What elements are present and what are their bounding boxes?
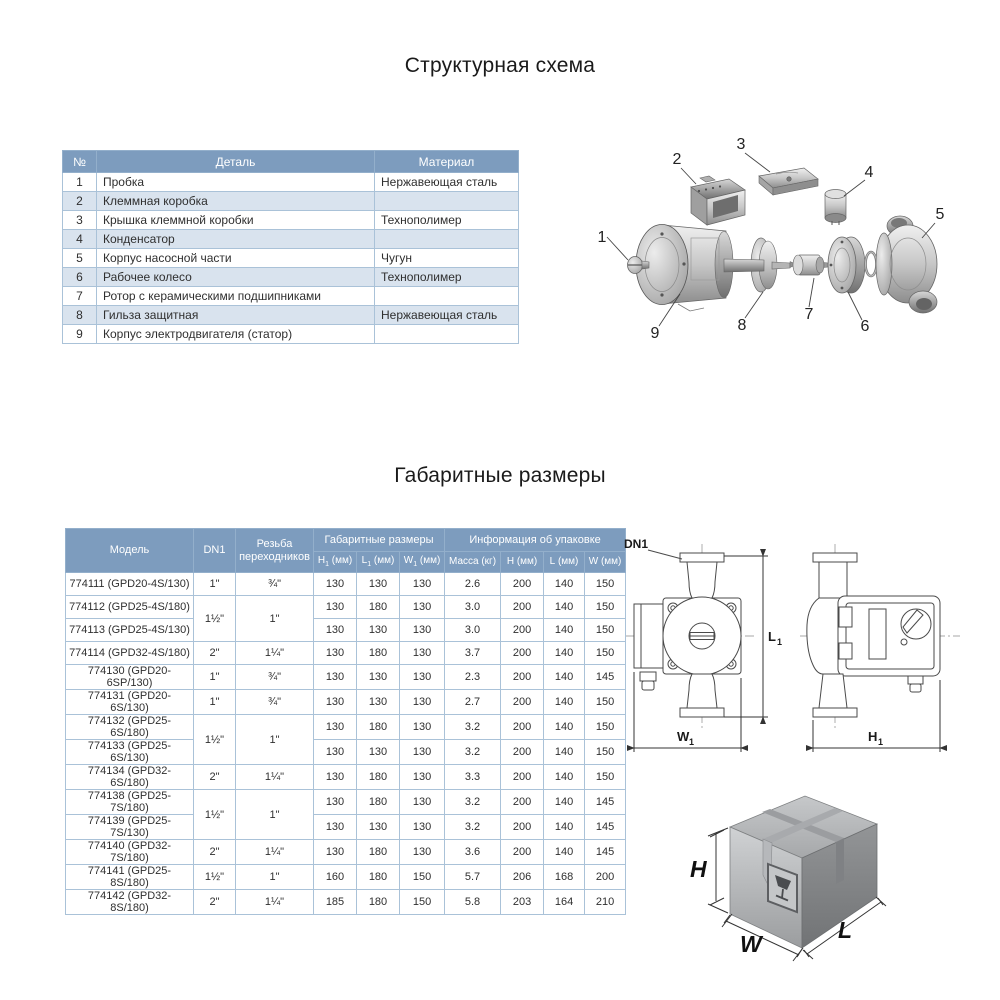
spec-cell-value: 140 (544, 573, 585, 596)
shaft-sleeve-part (724, 238, 797, 292)
spec-cell-dn1: 1½" (194, 715, 236, 765)
spec-cell-model: 774112 (GPD25-4S/180) (66, 596, 194, 619)
dn1-leader (648, 550, 682, 559)
spec-cell-thread: 1¼" (236, 890, 314, 915)
spec-cell-model: 774138 (GPD25-7S/180) (66, 790, 194, 815)
spec-subcol: $W_1$ (мм) (400, 552, 445, 573)
spec-cell-value: 130 (400, 619, 445, 642)
parts-cell-detail: Клеммная коробка (97, 192, 375, 211)
spec-cell-value: 180 (357, 715, 400, 740)
spec-cell-value: 130 (314, 596, 357, 619)
tape-end (836, 838, 844, 884)
spec-cell-value: 5.8 (445, 890, 501, 915)
spec-cell-value: 130 (314, 619, 357, 642)
spec-cell-model: 774139 (GPD25-7S/130) (66, 815, 194, 840)
parts-cell-detail: Корпус насосной части (97, 249, 375, 268)
spec-subcol: H (мм) (501, 552, 544, 573)
parts-cell-material: Нержавеющая сталь (375, 173, 519, 192)
spec-cell-value: 145 (585, 665, 626, 690)
spec-group-overall: Габаритные размеры (314, 529, 445, 552)
spec-cell-value: 130 (400, 596, 445, 619)
parts-header-row (63, 151, 519, 173)
spec-cell-value: 2.6 (445, 573, 501, 596)
spec-cell-value: 150 (400, 890, 445, 915)
spec-cell-model: 774141 (GPD25-8S/180) (66, 865, 194, 890)
spec-cell-value: 210 (585, 890, 626, 915)
parts-cell-material: Технополимер (375, 211, 519, 230)
spec-cell-value: 2.3 (445, 665, 501, 690)
parts-cell-material (375, 192, 519, 211)
spec-cell-value: 130 (314, 740, 357, 765)
parts-row (63, 287, 519, 306)
parts-cell-num: 5 (63, 249, 97, 268)
parts-row (63, 173, 519, 192)
parts-cell-material: Технополимер (375, 268, 519, 287)
w1-dim-label: W (677, 729, 690, 744)
spec-cell-model: 774133 (GPD25-6S/130) (66, 740, 194, 765)
parts-row (63, 211, 519, 230)
spec-row (66, 740, 626, 765)
spec-row (66, 890, 626, 915)
spec-cell-value: 140 (544, 765, 585, 790)
spec-cell-value: 150 (585, 690, 626, 715)
dimensions-section-title: Габаритные размеры (394, 464, 606, 487)
spec-cell-value: 140 (544, 790, 585, 815)
spec-cell-model: 774140 (GPD32-7S/180) (66, 840, 194, 865)
spec-cell-value: 130 (314, 815, 357, 840)
spec-cell-value: 200 (501, 715, 544, 740)
parts-table (62, 150, 519, 344)
spec-group-package: Информация об упаковке (445, 529, 626, 552)
spec-cell-dn1: 1½" (194, 596, 236, 642)
spec-cell-dn1: 2" (194, 890, 236, 915)
spec-cell-thread: ¾" (236, 665, 314, 690)
spec-cell-value: 180 (357, 890, 400, 915)
h1-dim-label: H (868, 729, 878, 744)
spec-table (65, 528, 626, 915)
spec-row (66, 619, 626, 642)
spec-cell-value: 145 (585, 815, 626, 840)
spec-cell-value: 130 (400, 815, 445, 840)
spec-cell-value: 200 (501, 642, 544, 665)
spec-cell-value: 3.3 (445, 765, 501, 790)
spec-cell-value: 140 (544, 619, 585, 642)
spec-cell-model: 774142 (GPD32-8S/180) (66, 890, 194, 915)
spec-cell-value: 200 (501, 573, 544, 596)
spec-cell-thread: ¾" (236, 573, 314, 596)
spec-cell-value: 130 (357, 665, 400, 690)
spec-cell-model: 774114 (GPD32-4S/180) (66, 642, 194, 665)
parts-cell-detail: Крышка клеммной коробки (97, 211, 375, 230)
spec-subcol: L (мм) (544, 552, 585, 573)
spec-cell-value: 130 (357, 740, 400, 765)
spec-row (66, 865, 626, 890)
spec-cell-value: 150 (585, 740, 626, 765)
spec-cell-value: 150 (585, 715, 626, 740)
spec-cell-value: 185 (314, 890, 357, 915)
spec-row (66, 790, 626, 815)
parts-cell-detail: Ротор с керамическими подшипниками (97, 287, 375, 306)
impeller-part (828, 237, 865, 293)
spec-cell-model: 774113 (GPD25-4S/130) (66, 619, 194, 642)
capacitor-part (825, 190, 846, 226)
motor-body-part (636, 225, 733, 312)
parts-row (63, 325, 519, 344)
spec-cell-value: 140 (544, 815, 585, 840)
spec-subcol: $L_1$ (мм) (357, 552, 400, 573)
spec-cell-value: 200 (501, 619, 544, 642)
spec-cell-thread: 1" (236, 596, 314, 642)
parts-cell-num: 6 (63, 268, 97, 287)
parts-cell-material: Чугун (375, 249, 519, 268)
spec-row (66, 665, 626, 690)
parts-cell-detail: Конденсатор (97, 230, 375, 249)
callout-5: 5 (935, 206, 945, 223)
spec-cell-value: 140 (544, 740, 585, 765)
spec-cell-dn1: 2" (194, 642, 236, 665)
parts-row (63, 249, 519, 268)
spec-row (66, 642, 626, 665)
spec-cell-model: 774111 (GPD20-4S/130) (66, 573, 194, 596)
spec-row (66, 690, 626, 715)
spec-cell-value: 130 (400, 665, 445, 690)
spec-subcol: W (мм) (585, 552, 626, 573)
rotor-part (793, 255, 832, 275)
parts-cell-detail: Пробка (97, 173, 375, 192)
parts-cell-num: 7 (63, 287, 97, 306)
spec-cell-dn1: 2" (194, 840, 236, 865)
spec-row (66, 815, 626, 840)
spec-cell-thread: ¾" (236, 690, 314, 715)
h1-dim-sub: 1 (878, 737, 884, 747)
spec-cell-dn1: 1" (194, 573, 236, 596)
spec-col-thread: Резьба переходников (236, 529, 314, 573)
spec-cell-thread: 1" (236, 865, 314, 890)
spec-row (66, 596, 626, 619)
spec-cell-value: 206 (501, 865, 544, 890)
spec-cell-value: 3.2 (445, 715, 501, 740)
parts-cell-num: 3 (63, 211, 97, 230)
spec-cell-value: 200 (501, 765, 544, 790)
box-h-label: H (690, 856, 707, 882)
spec-cell-thread: 1¼" (236, 765, 314, 790)
spec-cell-value: 130 (314, 840, 357, 865)
spec-cell-value: 200 (501, 840, 544, 865)
parts-row (63, 306, 519, 325)
spec-cell-value: 145 (585, 840, 626, 865)
spec-cell-value: 180 (357, 765, 400, 790)
parts-col-material: Материал (375, 151, 519, 173)
callout-3: 3 (736, 136, 746, 153)
spec-cell-value: 130 (314, 573, 357, 596)
spec-cell-value: 150 (585, 765, 626, 790)
spec-cell-value: 3.0 (445, 596, 501, 619)
structural-section-title: Структурная схема (404, 54, 596, 77)
parts-col-detail: Деталь (97, 151, 375, 173)
parts-cell-material (375, 325, 519, 344)
spec-cell-thread: 1¼" (236, 840, 314, 865)
spec-cell-value: 200 (501, 665, 544, 690)
spec-cell-value: 164 (544, 890, 585, 915)
spec-cell-value: 130 (357, 619, 400, 642)
spec-cell-value: 140 (544, 690, 585, 715)
parts-cell-num: 1 (63, 173, 97, 192)
spec-cell-value: 140 (544, 642, 585, 665)
spec-cell-value: 130 (400, 765, 445, 790)
parts-row (63, 192, 519, 211)
parts-cell-detail: Корпус электродвигателя (статор) (97, 325, 375, 344)
spec-cell-value: 200 (501, 815, 544, 840)
callout-8: 8 (737, 317, 747, 334)
spec-cell-value: 3.2 (445, 790, 501, 815)
spec-header-row-1 (66, 529, 626, 552)
spec-cell-value: 130 (400, 690, 445, 715)
spec-cell-value: 3.0 (445, 619, 501, 642)
dn1-label: DN1 (624, 537, 649, 551)
spec-cell-value: 130 (400, 642, 445, 665)
parts-cell-material (375, 287, 519, 306)
spec-row (66, 840, 626, 865)
parts-cell-num: 9 (63, 325, 97, 344)
spec-cell-value: 3.2 (445, 815, 501, 840)
spec-cell-value: 200 (585, 865, 626, 890)
spec-cell-dn1: 1½" (194, 865, 236, 890)
spec-cell-value: 200 (501, 790, 544, 815)
box-h-dimension (708, 828, 728, 913)
spec-cell-value: 200 (501, 596, 544, 619)
spec-cell-value: 130 (400, 573, 445, 596)
l1-dim-sub: 1 (777, 637, 783, 647)
outline-dimension-drawing (620, 520, 985, 788)
spec-cell-value: 140 (544, 715, 585, 740)
spec-cell-value: 3.6 (445, 840, 501, 865)
terminal-box-part (691, 176, 745, 225)
parts-cell-material: Нержавеющая сталь (375, 306, 519, 325)
spec-cell-value: 130 (314, 690, 357, 715)
parts-cell-detail: Гильза защитная (97, 306, 375, 325)
callout-7: 7 (804, 306, 814, 323)
parts-cell-material (375, 230, 519, 249)
spec-row (66, 715, 626, 740)
parts-table-body (63, 173, 519, 344)
spec-cell-thread: 1" (236, 715, 314, 765)
spec-cell-dn1: 1½" (194, 790, 236, 840)
spec-cell-value: 130 (357, 815, 400, 840)
spec-cell-value: 180 (357, 790, 400, 815)
spec-cell-value: 5.7 (445, 865, 501, 890)
cardboard-box (730, 796, 877, 948)
parts-row (63, 268, 519, 287)
spec-cell-thread: 1" (236, 790, 314, 840)
spec-cell-model: 774134 (GPD32-6S/180) (66, 765, 194, 790)
spec-cell-value: 2.7 (445, 690, 501, 715)
spec-cell-value: 150 (585, 619, 626, 642)
spec-cell-value: 150 (585, 642, 626, 665)
box-w-label: W (740, 931, 762, 957)
spec-cell-value: 130 (314, 715, 357, 740)
callout-4: 4 (864, 164, 874, 181)
spec-cell-value: 180 (357, 642, 400, 665)
callout-1: 1 (597, 229, 607, 246)
spec-cell-value: 150 (585, 596, 626, 619)
spec-cell-dn1: 1" (194, 690, 236, 715)
w1-dim-sub: 1 (689, 737, 695, 747)
spec-cell-value: 200 (501, 690, 544, 715)
parts-cell-detail: Рабочее колесо (97, 268, 375, 287)
spec-cell-thread: 1¼" (236, 642, 314, 665)
spec-cell-value: 203 (501, 890, 544, 915)
spec-row (66, 765, 626, 790)
package-box-illustration (680, 780, 980, 990)
spec-col-dn1: DN1 (194, 529, 236, 573)
spec-cell-value: 130 (314, 642, 357, 665)
spec-cell-value: 130 (400, 740, 445, 765)
spec-subcol: $H_1$ (мм) (314, 552, 357, 573)
spec-cell-value: 160 (314, 865, 357, 890)
parts-row (63, 230, 519, 249)
callout-2: 2 (672, 151, 682, 168)
exploded-pump-diagram (578, 112, 978, 367)
pump-housing-part (876, 216, 937, 313)
spec-cell-value: 130 (400, 790, 445, 815)
spec-cell-dn1: 2" (194, 765, 236, 790)
spec-cell-value: 168 (544, 865, 585, 890)
box-l-label: L (838, 917, 853, 943)
spec-cell-value: 3.2 (445, 740, 501, 765)
callout-6: 6 (860, 318, 870, 335)
spec-cell-value: 130 (357, 573, 400, 596)
spec-cell-value: 130 (314, 665, 357, 690)
parts-cell-num: 4 (63, 230, 97, 249)
spec-cell-model: 774130 (GPD20-6SP/130) (66, 665, 194, 690)
pump-side-view (800, 544, 960, 728)
spec-cell-value: 130 (357, 690, 400, 715)
spec-cell-model: 774131 (GPD20-6S/130) (66, 690, 194, 715)
spec-cell-value: 180 (357, 596, 400, 619)
spec-cell-value: 145 (585, 790, 626, 815)
spec-cell-value: 150 (400, 865, 445, 890)
spec-cell-value: 140 (544, 596, 585, 619)
spec-row (66, 573, 626, 596)
spec-cell-value: 200 (501, 740, 544, 765)
spec-cell-value: 180 (357, 865, 400, 890)
spec-subcol: Масса (кг) (445, 552, 501, 573)
spec-cell-value: 130 (400, 840, 445, 865)
callout-9: 9 (650, 325, 660, 342)
spec-cell-value: 140 (544, 840, 585, 865)
spec-cell-value: 140 (544, 665, 585, 690)
parts-col-num: № (63, 151, 97, 173)
spec-cell-value: 130 (314, 765, 357, 790)
spec-cell-value: 180 (357, 840, 400, 865)
spec-cell-dn1: 1" (194, 665, 236, 690)
spec-col-model: Модель (66, 529, 194, 573)
spec-table-body (66, 573, 626, 915)
o-ring-part (866, 252, 877, 276)
parts-cell-num: 2 (63, 192, 97, 211)
spec-cell-value: 3.7 (445, 642, 501, 665)
spec-cell-model: 774132 (GPD25-6S/180) (66, 715, 194, 740)
spec-cell-value: 130 (400, 715, 445, 740)
terminal-cover-part (759, 168, 818, 195)
pump-front-view (626, 544, 754, 728)
spec-cell-value: 130 (314, 790, 357, 815)
parts-cell-num: 8 (63, 306, 97, 325)
l1-dim-label: L (768, 629, 776, 644)
spec-cell-value: 150 (585, 573, 626, 596)
